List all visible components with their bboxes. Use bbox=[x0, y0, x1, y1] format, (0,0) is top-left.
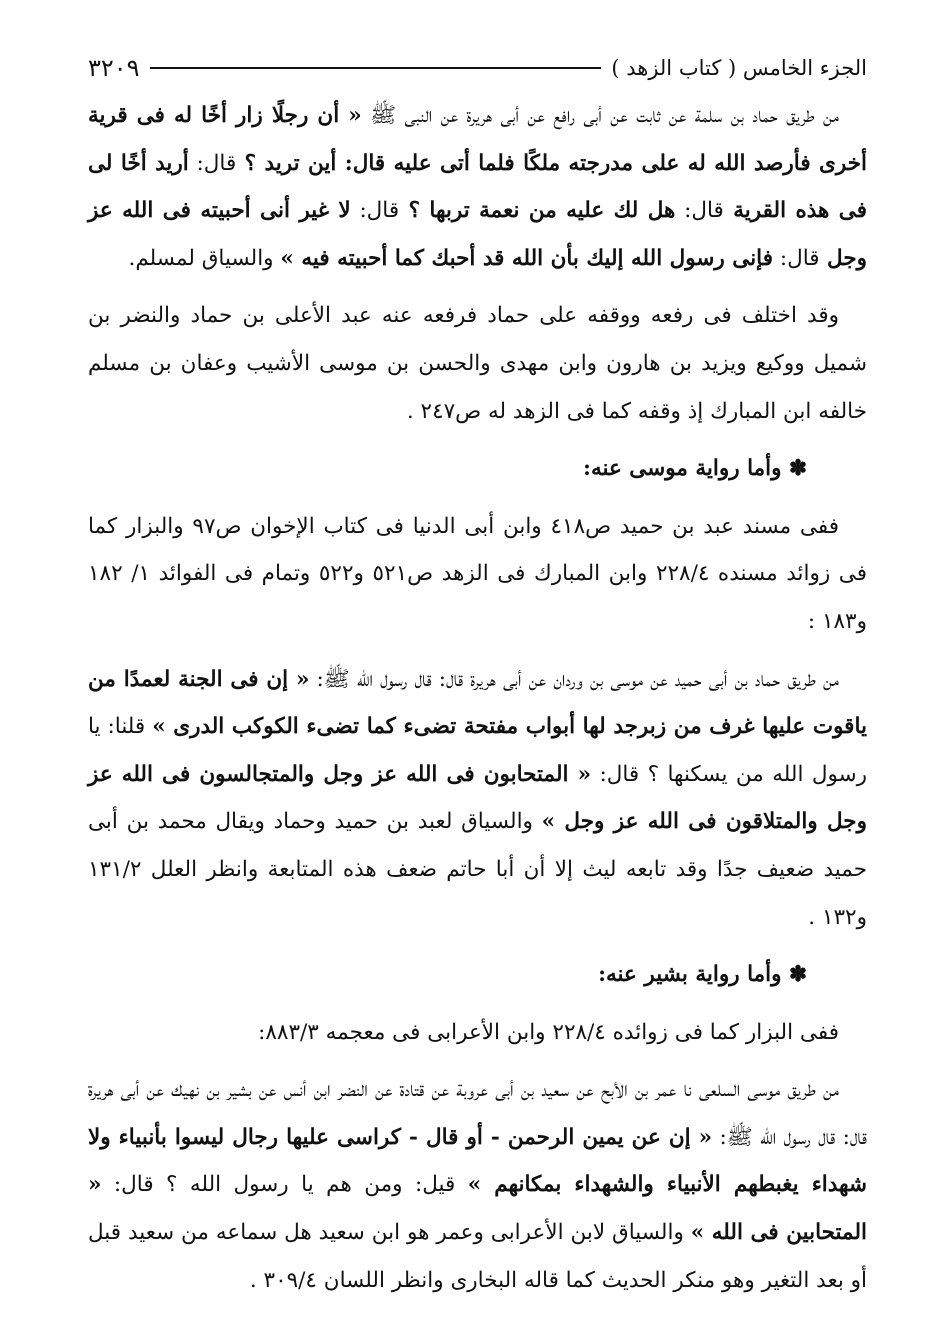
hadith-text: « إن فى الجنة لعمدًا من ياقوت عليها غرف من زبرجد لها أبواب مفتحة تضىء كما تضىء الكوكب الدرى » bbox=[88, 666, 867, 740]
narration-text: قلنا: يا رسول الله من يسكنها ؟ قال: bbox=[88, 714, 867, 787]
paragraph-5: ففى البزار كما فى زوائده ٢٢٨/٤ وابن الأعرابى فى معجمه ٨٨٣/٣: bbox=[258, 1019, 839, 1045]
page-body bbox=[88, 92, 867, 1304]
narration-text: قيل: ومن هم يا رسول الله ؟ قال: bbox=[101, 1172, 468, 1198]
paragraph-6 bbox=[88, 1066, 867, 1304]
hadith-text: « أن رجلًا زار أخًا له فى قرية أخرى فأرصد الله له على مدرجته ملكًا فلما أتى عليه قال: أين تريد ؟ bbox=[88, 103, 867, 176]
chain-text: من طريق حماد بن أبى حميد عن موسى بن وردان عن أبى هريرة قال: قال رسول الله ﷺ: bbox=[309, 666, 839, 692]
hadith-text: « المتحابون فى الله عز وجل والمتجالسون فى الله عز وجل والمتلاقون فى الله عز وجل » bbox=[88, 761, 867, 835]
narration-text: قال: bbox=[188, 150, 237, 176]
source-note: والسياق لمسلم. bbox=[128, 245, 281, 271]
running-title: الجزء الخامس ( كتاب الزهد ) bbox=[611, 56, 867, 80]
narration-text: قال: bbox=[773, 245, 820, 271]
page-number: ٣٢٠٩ bbox=[88, 54, 140, 82]
narration-text: قال: bbox=[675, 198, 724, 224]
section-heading-musa: ✽ وأما رواية موسى عنه: bbox=[583, 456, 807, 482]
hadith-text: « المتحابين فى الله » bbox=[88, 1172, 867, 1246]
narration-text: قال: bbox=[350, 198, 400, 224]
source-note: والسياق لعبد بن حميد وحماد ويقال محمد بن أبى حميد ضعيف جدًا وقد تابعه ليث إلا أن أبا حاتم ضعف هذه المتابعة وانظر العلل ١٣١/٢ و١٣٢ . bbox=[88, 809, 867, 930]
page-header bbox=[88, 48, 867, 88]
paragraph-2: وقد اختلف فى رفعه ووقفه على حماد فرفعه عنه عبد الأعلى بن حماد والنضر بن شميل ووكيع ويزيد بن هارون وابن مهدى والحسن بن موسى الأشيب وعفان بن مسلم خالفه ابن المبارك إذ وقفه كما فى الزهد له ص٢٤٧ . bbox=[88, 303, 867, 424]
paragraph-4 bbox=[88, 656, 867, 942]
hadith-text: لا غير أنى أحبيته فى الله عز وجل bbox=[88, 198, 867, 271]
source-note: والسياق لابن الأعرابى وعمر هو ابن سعيد هل سماعه من سعيد قبل أو بعد التغير وهو منكر الحديث كما قاله البخارى وانظر اللسان ٣٠٩/٤ . bbox=[88, 1220, 867, 1293]
hadith-text: هل لك عليه من نعمة تربها ؟ bbox=[399, 198, 676, 224]
hadith-text: أريد أخًا لى فى هذه القرية bbox=[88, 150, 867, 224]
section-heading-bashir: ✽ وأما رواية بشير عنه: bbox=[598, 962, 807, 988]
paragraph-1 bbox=[88, 92, 867, 282]
header-rule bbox=[150, 67, 602, 69]
book-page bbox=[88, 48, 867, 1314]
chain-text: من طريق حماد بن سلمة عن ثابت عن أبى رافع عن أبى هريرة عن النبى ﷺ bbox=[361, 103, 839, 128]
hadith-text: فإنى رسول الله إليك بأن الله قد أحبك كما أحبيته فيه » bbox=[280, 245, 774, 271]
hadith-text: « إن عن يمين الرحمن - أو قال - كراسى عليها رجال ليسوا بأنبياء ولا شهداء يغبطهم الأنبياء والشهداء بمكانهم » bbox=[88, 1124, 867, 1198]
chain-text: من طريق موسى السلعى نا عمر بن الأبح عن سعيد بن أبى عروبة عن قتادة عن النضر ابن أنس عن بشير بن نهيك عن أبى هريرة قال: قال رسول الله ﷺ: bbox=[88, 1077, 867, 1150]
paragraph-3: ففى مسند عبد بن حميد ص٤١٨ وابن أبى الدنيا فى كتاب الإخوان ص٩٧ والبزار كما فى زوائد مسنده ٢٢٨/٤ وابن المبارك فى الزهد ص٥٢١ و٥٢٢ وتمام فى الفوائد ١/ ١٨٢ و١٨٣ : bbox=[88, 513, 867, 634]
